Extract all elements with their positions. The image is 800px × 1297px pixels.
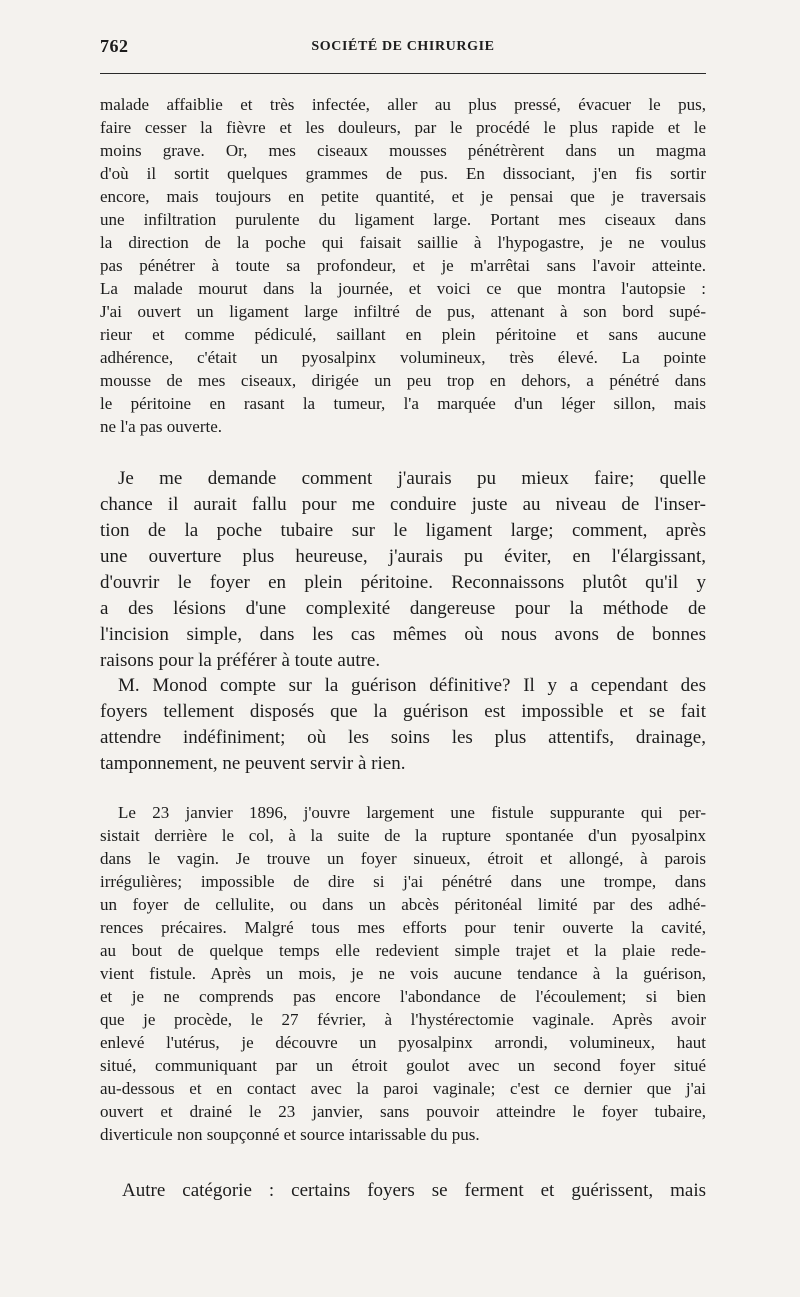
text-line: que je procède, le 27 février, à l'hystérectomie vaginale. Après avoir [100,1010,706,1029]
header-rule [100,73,706,74]
text-line: malade affaiblie et très infectée, aller au plus pressé, évacuer le pus, [100,95,706,114]
text-line: une infiltration purulente du ligament large. Portant mes ciseaux dans [100,210,706,229]
text-line: l'incision simple, dans les cas mêmes où nous avons de bonnes [100,624,706,645]
text-line: rieur et comme pédiculé, saillant en plein péritoine et sans aucune [100,325,706,344]
text-line: chance il aurait fallu pour me conduire juste au niveau de l'inser- [100,494,706,515]
text-line: d'ouvrir le foyer en plein péritoine. Reconnaissons plutôt qu'il y [100,572,706,593]
page-number: 762 [100,36,129,56]
text-line: et je ne comprends pas encore l'abondance de l'écoulement; si bien [100,987,706,1006]
text-line: la direction de la poche qui faisait saillie à l'hypogastre, je ne voulus [100,233,706,252]
text-line: ouvert et drainé le 23 janvier, sans pouvoir atteindre le foyer tubaire, [100,1102,706,1121]
text-line: diverticule non soupçonné et source intarissable du pus. [100,1125,480,1144]
text-line: M. Monod compte sur la guérison définitive? Il y a cependant des [118,675,706,696]
text-line: La malade mourut dans la journée, et voici ce que montra l'autopsie : [100,279,706,298]
text-line: situé, communiquant par un étroit goulot avec un second foyer situé [100,1056,706,1075]
text-line: Je me demande comment j'aurais pu mieux faire; quelle [118,468,706,489]
text-line: mousse de mes ciseaux, dirigée un peu trop en dehors, a pénétré dans [100,371,706,390]
text-line: une ouverture plus heureuse, j'aurais pu éviter, en l'élargissant, [100,546,706,567]
text-line: foyers tellement disposés que la guérison est impossible et se fait [100,701,706,722]
text-line: vient fistule. Après un mois, je ne vois aucune tendance à la guérison, [100,964,706,983]
text-line: attendre indéfiniment; où les soins les plus attentifs, drainage, [100,727,706,748]
text-line: adhérence, c'était un pyosalpinx volumineux, très élevé. La pointe [100,348,706,367]
text-line: faire cesser la fièvre et les douleurs, par le procédé le plus rapide et le [100,118,706,137]
text-line: tamponnement, ne peuvent servir à rien. [100,753,406,774]
text-line: tion de la poche tubaire sur le ligament large; comment, après [100,520,706,541]
text-line: sistait derrière le col, à la suite de la rupture spontanée d'un pyosalpinx [100,826,706,845]
text-line: irrégulières; impossible de dire si j'ai pénétré dans une trompe, dans [100,872,706,891]
text-line: enlevé l'utérus, je découvre un pyosalpinx arrondi, volumineux, haut [100,1033,706,1052]
text-line: au bout de quelque temps elle redevient simple trajet et la plaie rede- [100,941,706,960]
text-line: moins grave. Or, mes ciseaux mousses pénétrèrent dans un magma [100,141,706,160]
text-line: a des lésions d'une complexité dangereuse pour la méthode de [100,598,706,619]
text-line: pas pénétrer à toute sa profondeur, et je m'arrêtai sans l'avoir atteinte. [100,256,706,275]
text-line: d'où il sortit quelques grammes de pus. En dissociant, j'en fis sortir [100,164,706,183]
text-line: raisons pour la préférer à toute autre. [100,650,381,671]
text-line: Le 23 janvier 1896, j'ouvre largement une fistule suppurante qui per- [118,803,706,822]
text-line: au-dessous et en contact avec la paroi vaginale; c'est ce dernier que j'ai [100,1079,706,1098]
text-line: Autre catégorie : certains foyers se ferment et guérissent, mais [122,1180,706,1201]
page-header [100,36,706,60]
running-title: SOCIÉTÉ DE CHIRURGIE [311,39,495,54]
text-line: un foyer de cellulite, ou dans un abcès péritonéal limité par des adhé- [100,895,706,914]
text-line: dans le vagin. Je trouve un foyer sinueux, étroit et allongé, à parois [100,849,706,868]
text-line: le péritoine en rasant la tumeur, l'a marquée d'un léger sillon, mais [100,394,706,413]
text-line: ne l'a pas ouverte. [100,417,223,436]
text-line: encore, mais toujours en petite quantité, et je pensai que je traversais [100,187,706,206]
page [100,0,706,1297]
text-line: rences précaires. Malgré tous mes efforts pour tenir ouverte la cavité, [100,918,706,937]
text-line: J'ai ouvert un ligament large infiltré de pus, attenant à son bord supé- [100,302,706,321]
